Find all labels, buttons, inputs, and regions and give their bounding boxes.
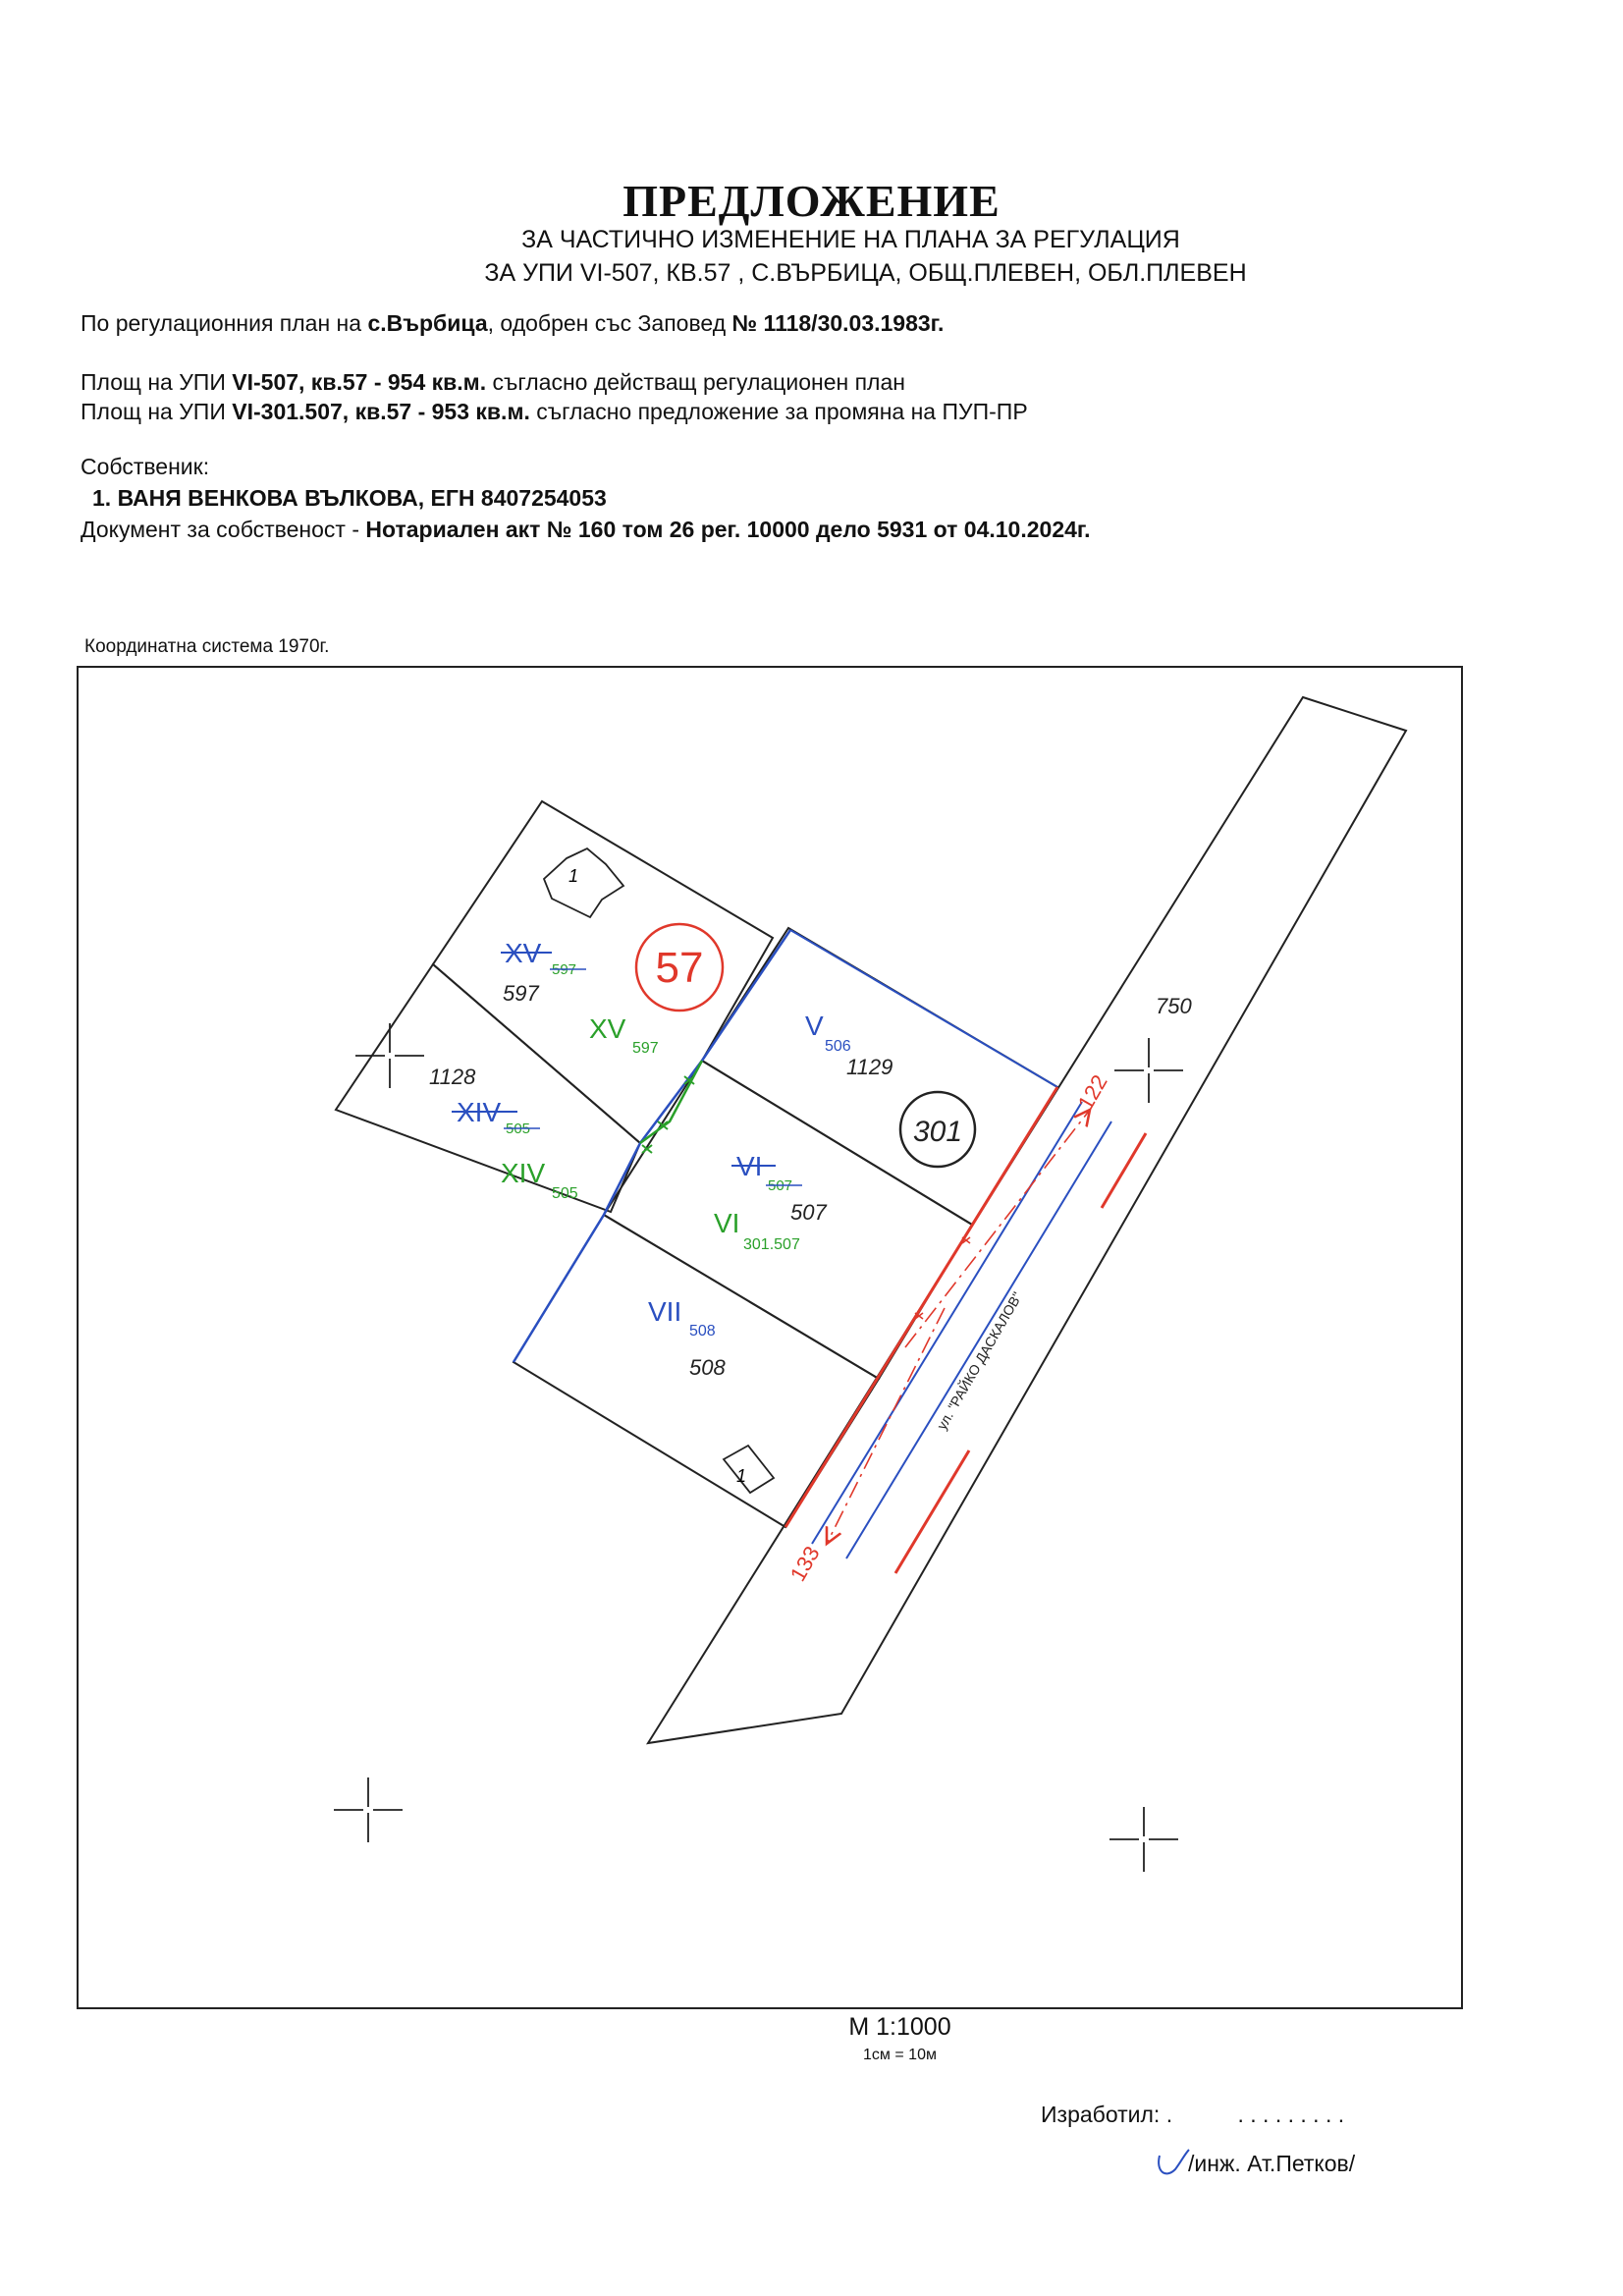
- elevation-south: 133: [784, 1542, 825, 1586]
- area-proposed-line: [81, 399, 1028, 425]
- plot-597-new-upi: XV: [589, 1013, 626, 1044]
- plot-508-upi-sub: 508: [689, 1323, 716, 1339]
- street-name: ул. "РАЙКО ДАСКАЛОВ": [933, 1288, 1026, 1433]
- plot-507-outline: [604, 1061, 972, 1379]
- engineer-name: /инж. Ат.Петков/: [1188, 2151, 1356, 2176]
- ownership-document-line: [81, 517, 1091, 543]
- coordinate-system-label: Координатна система 1970г.: [84, 636, 330, 657]
- signature-dots: . . . . . . . . .: [1237, 2102, 1345, 2127]
- new-block-number: 301: [912, 1116, 963, 1148]
- signature-mark: [1154, 2146, 1193, 2185]
- street-number: 750: [1156, 994, 1192, 1018]
- plot-507-new-upi: VI: [714, 1208, 740, 1238]
- made-by-line: [1041, 2102, 1344, 2128]
- plot-1128-new-upi: XIV: [501, 1158, 546, 1188]
- plot-1128-old-sub: 505: [506, 1121, 531, 1137]
- plan-prefix: По регулационния план на: [81, 310, 368, 336]
- map-scale-note: 1см = 10м: [863, 2047, 937, 2063]
- plot-508-parcel: 508: [689, 1355, 726, 1380]
- ownership-document-value: Нотариален акт № 160 том 26 рег. 10000 дело 5931 от 04.10.2024г.: [365, 517, 1091, 542]
- plot-597-old-upi: XV: [505, 938, 542, 968]
- elevation-north: 122: [1072, 1070, 1112, 1115]
- building-bottom: [724, 1446, 774, 1493]
- building-bottom-label: 1: [736, 1466, 747, 1486]
- block-number: 57: [655, 944, 704, 992]
- building-top-label: 1: [568, 866, 579, 886]
- plan-mid: , одобрен със Заповед: [487, 310, 732, 336]
- building-top: [544, 848, 623, 917]
- plot-597-parcel: 597: [503, 981, 539, 1006]
- document-subtitle-2: ЗА УПИ VI-507, КВ.57 , С.ВЪРБИЦА, ОБЩ.ПЛЕВЕН, ОБЛ.ПЛЕВЕН: [484, 259, 1247, 287]
- plot-507-old-upi: VI: [736, 1151, 763, 1181]
- village-name: с.Върбица: [367, 310, 488, 336]
- plot-1129-parcel: 1129: [846, 1055, 893, 1079]
- document-title: ПРЕДЛОЖЕНИЕ: [622, 176, 1001, 226]
- cadastral-map: [79, 668, 1465, 2011]
- area-current-value: VI-507, кв.57 - 954 кв.м.: [232, 369, 487, 395]
- street-outline: [648, 697, 1406, 1743]
- area-current-suffix: съгласно действащ регулационен план: [486, 369, 905, 395]
- order-number: № 1118/30.03.1983г.: [731, 310, 945, 336]
- owner-item: 1. ВАНЯ ВЕНКОВА ВЪЛКОВА, ЕГН 8407254053: [92, 485, 607, 511]
- area-current-line: [81, 369, 905, 396]
- area-proposed-prefix: Площ на УПИ: [81, 399, 233, 424]
- owner-label: Собственик:: [81, 454, 210, 479]
- plot-1129-upi-sub: 506: [825, 1038, 851, 1055]
- made-by-label: Изработил: .: [1041, 2102, 1173, 2127]
- plot-597-old-sub: 597: [552, 961, 577, 978]
- map-frame: [77, 666, 1463, 2009]
- plan-reference-line: [81, 310, 944, 337]
- area-proposed-suffix: съгласно предложение за промяна на ПУП-ПР: [529, 399, 1028, 424]
- regulation-line-blue-2: [790, 930, 1057, 1087]
- plot-507-old-sub: 507: [768, 1177, 793, 1194]
- plot-508-upi: VII: [648, 1296, 682, 1327]
- plot-1128-parcel: 1128: [429, 1065, 476, 1089]
- area-current-prefix: Площ на УПИ: [81, 369, 233, 395]
- street-edge-blue-1: [812, 1102, 1082, 1544]
- plot-507-new-sub: 301.507: [743, 1236, 800, 1253]
- plot-1128-old-upi: XIV: [457, 1097, 502, 1127]
- street-edge-blue-2: [846, 1121, 1111, 1558]
- plot-1128-new-sub: 505: [552, 1185, 578, 1202]
- plot-1129-upi: V: [805, 1011, 824, 1041]
- plot-597-new-sub: 597: [632, 1040, 659, 1057]
- plot-507-parcel: 507: [790, 1200, 827, 1225]
- map-scale: М 1:1000: [848, 2013, 951, 2041]
- plot-1128-outline: [336, 964, 640, 1212]
- area-proposed-value: VI-301.507, кв.57 - 953 кв.м.: [232, 399, 530, 424]
- ownership-document-prefix: Документ за собственост -: [81, 517, 366, 542]
- document-subtitle-1: ЗА ЧАСТИЧНО ИЗМЕНЕНИЕ НА ПЛАНА ЗА РЕГУЛАЦИЯ: [521, 226, 1180, 253]
